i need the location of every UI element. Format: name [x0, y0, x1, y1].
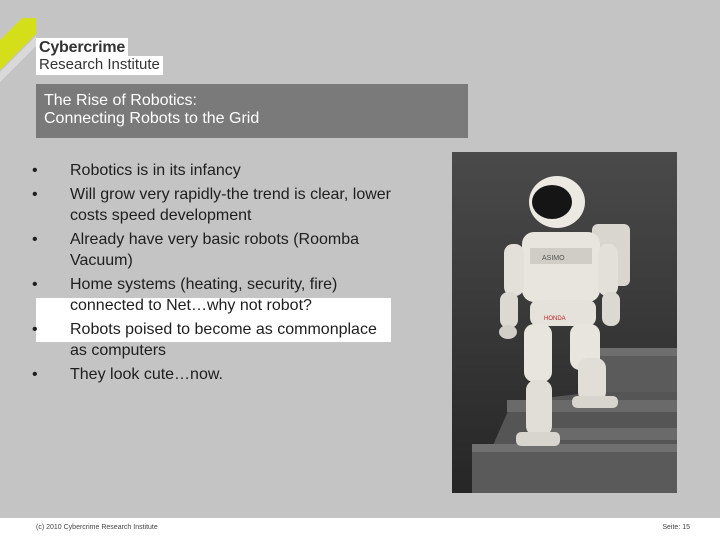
bullet-item: • Home systems (heating, security, fire) connected to Net…why not robot?	[32, 276, 338, 314]
bullet-item: • Already have very basic robots (Roomba Vacuum)	[32, 231, 360, 269]
title-line-2: Connecting Robots to the Grid	[44, 110, 260, 127]
bullet-icon: •	[32, 162, 38, 179]
title-line-1: The Rise of Robotics:	[44, 92, 197, 109]
bullet-icon: •	[32, 366, 38, 383]
chest-label: ASIMO	[542, 255, 565, 262]
bullet-item: • They look cute…now.	[32, 366, 223, 383]
leg-label: HONDA	[544, 316, 566, 322]
logo-line-1: Cybercrime	[36, 38, 128, 56]
asimo-robot-image	[452, 152, 677, 493]
footer-copyright: (c) 2010 Cybercrime Research Institute	[36, 524, 158, 531]
slide-title	[36, 84, 468, 138]
bullet-item: • Will grow very rapidly-the trend is clear, lower costs speed development	[32, 186, 391, 224]
bullet-icon: •	[32, 276, 38, 293]
logo-line-2: Research Institute	[36, 56, 163, 75]
bullet-icon: •	[32, 186, 38, 203]
bullet-item: • Robotics is in its infancy	[32, 162, 241, 179]
institute-logo	[36, 38, 163, 75]
bullet-icon: •	[32, 231, 38, 248]
footer-page-number: Seite: 15	[662, 524, 690, 531]
bullet-list	[32, 160, 396, 388]
robot-photo	[452, 152, 677, 493]
bullet-icon: •	[32, 321, 38, 338]
bullet-item: • Robots poised to become as commonplace as computers	[32, 321, 377, 359]
